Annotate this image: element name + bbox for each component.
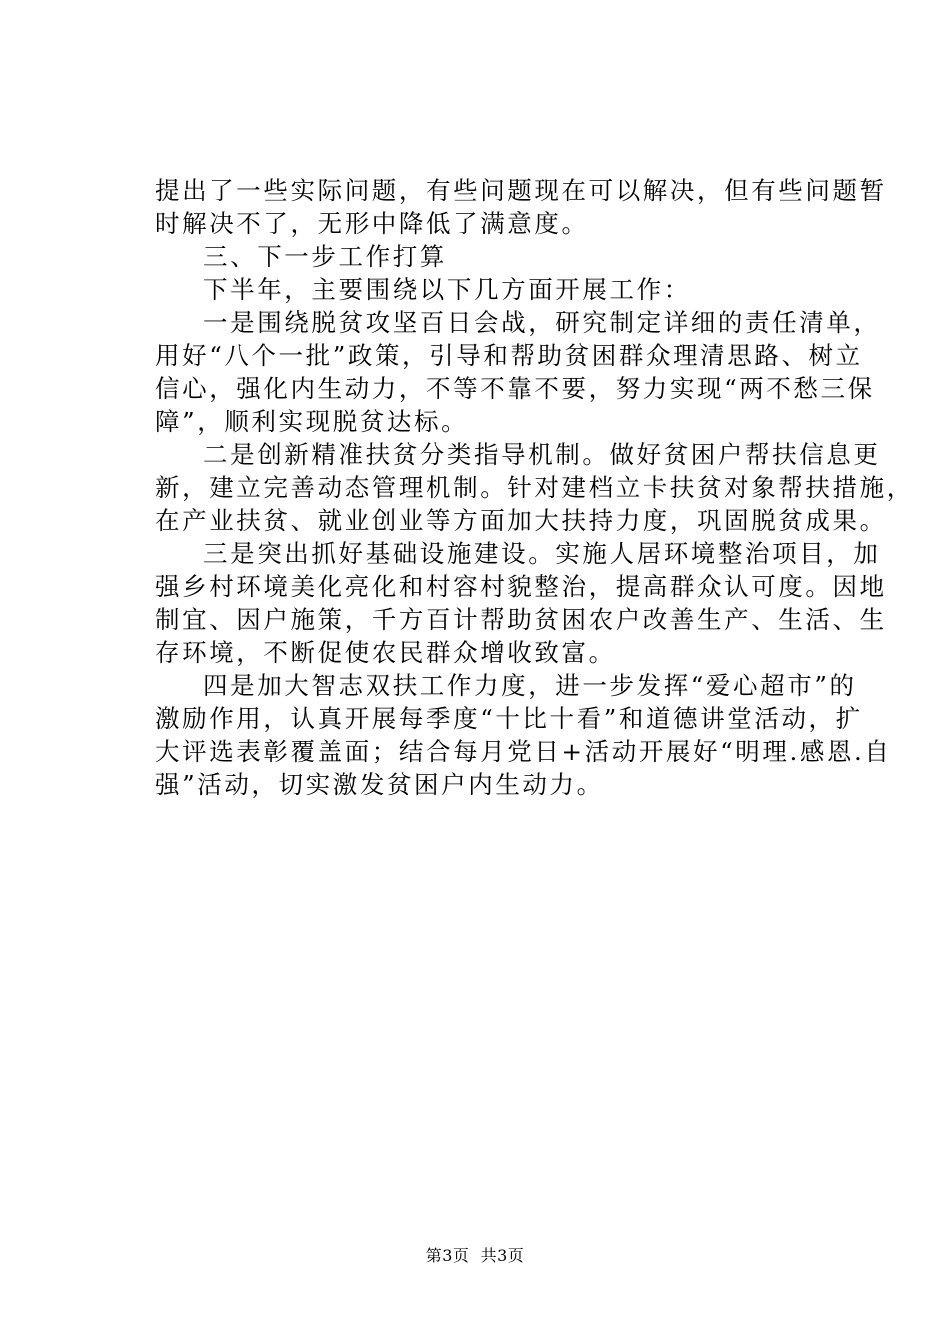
text-line: 在产业扶贫、就业创业等方面加大扶持力度，巩固脱贫成果。 — [155, 506, 887, 535]
text-line: 提出了一些实际问题，有些问题现在可以解决，但有些问题暂 — [155, 176, 887, 205]
text-line: 存环境，不断促使农民群众增收致富。 — [155, 638, 616, 667]
text-line: 障”，顺利实现脱贫达标。 — [155, 407, 469, 436]
text-line: 时解决不了，无形中降低了满意度。 — [155, 209, 589, 238]
text-line: 强乡村环境美化亮化和村容村貌整治，提高群众认可度。因地 — [155, 572, 887, 601]
text-line: 信心，强化内生动力，不等不靠不要，努力实现“两不愁三保 — [155, 374, 875, 403]
page-footer — [0, 1245, 950, 1267]
text-line: 激励作用，认真开展每季度“十比十看”和道德讲堂活动，扩 — [155, 704, 863, 733]
text-line: 二是创新精准扶贫分类指导机制。做好贫困户帮扶信息更 — [203, 440, 881, 469]
text-line: 下半年，主要围绕以下几方面开展工作： — [203, 275, 691, 304]
text-line: 四是加大智志双扶工作力度，进一步发挥“爱心超市”的 — [203, 671, 857, 700]
text-line: 大评选表彰覆盖面；结合每月党日+活动开展好“明理.感恩.自 — [155, 737, 892, 766]
document-body — [155, 174, 914, 801]
page-number-label: 第3页 共3页 — [425, 1246, 525, 1265]
text-line: 用好“八个一批”政策，引导和帮助贫困群众理清思路、树立 — [155, 341, 863, 370]
text-line: 制宜、因户施策，千方百计帮助贫困农户改善生产、生活、生 — [155, 605, 887, 634]
text-line: 一是围绕脱贫攻坚百日会战，研究制定详细的责任清单， — [203, 308, 881, 337]
section-heading: 三、下一步工作打算 — [203, 242, 447, 271]
text-line: 强”活动，切实激发贫困户内生动力。 — [155, 770, 604, 799]
text-line: 新，建立完善动态管理机制。针对建档立卡扶贫对象帮扶措施， — [155, 473, 914, 502]
text-line: 三是突出抓好基础设施建设。实施人居环境整治项目，加 — [203, 539, 881, 568]
